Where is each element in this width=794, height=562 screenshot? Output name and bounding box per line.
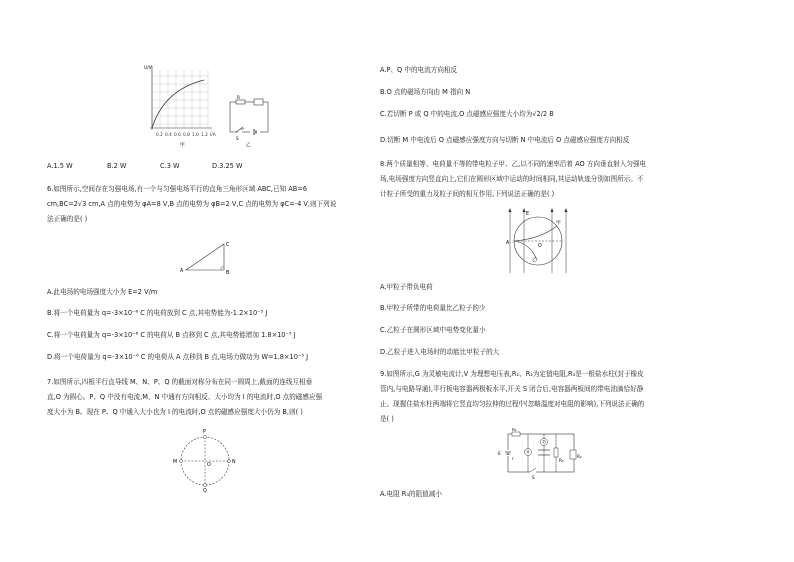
q6-stem-line: 法正确的是( ) bbox=[47, 215, 88, 223]
caption-yi: 乙 bbox=[246, 143, 251, 148]
q5-option-b[interactable]: B.2 W bbox=[107, 162, 127, 170]
label-o: O bbox=[538, 244, 542, 249]
r2-symbol bbox=[570, 450, 576, 459]
q7-option-c[interactable]: C.若切断 P 或 Q 中的电流,O 点磁感应强度大小均为√2/2 B bbox=[380, 110, 554, 118]
wire-q-dot bbox=[204, 484, 207, 487]
ui-graph-figure bbox=[140, 62, 220, 148]
triangle-abc-figure bbox=[176, 238, 236, 276]
q7-stem-line: 度大小为 B。现在 P、Q 中通入大小也为 I 的电流时,O 点的磁感应强度大小仍为 B,则( ) bbox=[47, 408, 303, 416]
graph-x-label: I/A bbox=[210, 133, 216, 138]
label-g: G bbox=[542, 439, 546, 445]
q6-option-c[interactable]: C.将一个电荷量为 q=-3×10⁻⁶ C 的电荷从 B 点移到 C 点,其电势能增加 1.8×10⁻⁵ J bbox=[47, 331, 296, 339]
q6-stem-line: cm,BC=2√3 cm,A 点的电势为 φA=8 V,B 点的电势为 φB=2 V,C 点的电势为 φC=-4 V,则下列说 bbox=[47, 200, 337, 208]
label-q: Q bbox=[203, 489, 207, 494]
q9-stem-line: 止。现握住盐水柱两端将它竖直均匀拉伸的过程中(忽略温度对电阻的影响),下列说法正确的 bbox=[380, 400, 645, 408]
triangle-label-b: B bbox=[226, 271, 230, 276]
q5-option-d[interactable]: D.3.25 W bbox=[212, 162, 243, 170]
wire-m-dot bbox=[180, 460, 183, 463]
trajectory-jia bbox=[514, 226, 557, 241]
q9-stem-line: 是( ) bbox=[380, 415, 394, 423]
circuit-switch-label: S bbox=[236, 136, 239, 141]
small-circuit-figure bbox=[224, 94, 276, 148]
label-n: N bbox=[232, 460, 236, 465]
label-v: V bbox=[526, 449, 530, 455]
triangle-label-a: A bbox=[180, 269, 184, 274]
q9-option-a[interactable]: A.电阻 R₃的阻值减小 bbox=[380, 490, 442, 498]
electric-field-figure bbox=[500, 205, 576, 275]
four-wire-circle-figure bbox=[170, 428, 240, 494]
q5-option-c[interactable]: C.3 W bbox=[160, 162, 180, 170]
q7-stem-line: 直,O 为圆心。P、Q 中没有电流,M、N 中通有方向相反、大小均为 I 的电流时,O 点的磁感应强 bbox=[47, 393, 323, 401]
caption-jia: 甲 bbox=[180, 143, 185, 148]
q8-option-a[interactable]: A.甲粒子带负电荷 bbox=[380, 283, 433, 291]
graph-y-label: U/V bbox=[144, 66, 152, 71]
triangle-label-c: C bbox=[226, 243, 230, 248]
x-tick: 1.0 bbox=[192, 133, 199, 138]
x-tick: 0.2 bbox=[156, 133, 163, 138]
circuit-r-label: R bbox=[237, 95, 240, 100]
q7-stem-line: 7.如图所示,四根平行直导线 M、N、P、Q 的截面对称分布在同一圆周上,截面的连线互相垂 bbox=[47, 378, 313, 386]
q6-stem-line: 6.如图所示,空间存在匀强电场,有一个与匀强电场平行的直角三角形区域 ABC,已知 AB=6 bbox=[47, 185, 308, 193]
label-a: A bbox=[506, 241, 510, 246]
label-r: r bbox=[512, 456, 514, 461]
q5-option-a[interactable]: A.1.5 W bbox=[47, 162, 73, 170]
label-e: E bbox=[498, 451, 501, 456]
label-yi: 乙 bbox=[532, 258, 537, 263]
q9-circuit-figure bbox=[494, 428, 584, 480]
q9-stem-line: 管内,与电路导通),平行板电容器两极板水平,开关 S 闭合后,电容器两板间的带电油滴恰好静 bbox=[380, 385, 644, 393]
q8-option-b[interactable]: B.甲粒子所带的电荷量比乙粒子的少 bbox=[380, 304, 486, 312]
x-tick: 0.8 bbox=[183, 133, 190, 138]
q8-stem-line: 计粒子所受的重力及粒子间的相互作用,下列说法正确的是( ) bbox=[380, 190, 555, 198]
q7-option-b[interactable]: B.O 点的磁场方向由 M 指向 N bbox=[380, 88, 471, 96]
lamp-symbol bbox=[254, 99, 263, 105]
triangle-shape bbox=[186, 244, 224, 270]
label-p: P bbox=[203, 430, 206, 435]
q8-stem-line: 8.两个质量相等、电荷量不等的带电粒子甲、乙,以不同的速率沿着 AO 方向垂直射入匀强电 bbox=[380, 160, 647, 168]
label-r2: R₂ bbox=[577, 454, 582, 459]
wire-p-dot bbox=[204, 436, 207, 439]
q8-stem-line: 场,电场强度方向竖直向上,它们在圆形区域中运动的时间相同,其运动轨迹分别如图所示。不 bbox=[380, 175, 644, 183]
q9-stem-line: 9.如图所示,G 为灵敏电流计,V 为理想电压表,R₁、R₂为定值电阻,R₃是一根盐水柱(封于橡皮 bbox=[380, 370, 644, 378]
x-tick: 0.4 bbox=[165, 133, 172, 138]
label-m: M bbox=[173, 460, 178, 465]
q7-option-a[interactable]: A.P、Q 中的电流方向相反 bbox=[380, 66, 458, 74]
r3-symbol bbox=[554, 448, 558, 457]
q8-option-c[interactable]: C.乙粒子在圆形区域中电势变化量小 bbox=[380, 326, 486, 334]
resistor-symbol bbox=[236, 100, 245, 104]
q7-option-d[interactable]: D.切断 M 中电流后 O 点磁感应强度方向与切断 N 中电流后 O 点磁感应强度方向相反 bbox=[380, 136, 630, 144]
wire-n-dot bbox=[228, 460, 231, 463]
label-e: E bbox=[526, 212, 530, 217]
q6-option-a[interactable]: A.此电场的电场强度大小为 E=2 V/m bbox=[47, 288, 158, 296]
q6-option-b[interactable]: B.将一个电荷量为 q=-3×10⁻⁶ C 的电荷放到 C 点,其电势能为-1.2×10⁻⁵ J bbox=[47, 309, 268, 317]
r1-symbol bbox=[512, 432, 520, 436]
q6-option-d[interactable]: D.将一个电荷量为 q=-3×10⁻⁶ C 的电荷从 A 点移到 B 点,电场力做功为 W=1.8×10⁻⁵ J bbox=[47, 353, 309, 361]
label-jia: 甲 bbox=[556, 221, 561, 226]
label-s: S bbox=[532, 475, 535, 480]
x-tick: 1.2 bbox=[201, 133, 208, 138]
label-r3: R₃ bbox=[559, 458, 564, 463]
label-r1: R₁ bbox=[512, 428, 517, 432]
label-o: O bbox=[207, 463, 211, 468]
q8-option-d[interactable]: D.乙粒子进入电场时的动能比甲粒子的大 bbox=[380, 348, 500, 356]
x-tick: 0.6 bbox=[174, 133, 181, 138]
graph-grid bbox=[152, 70, 208, 128]
